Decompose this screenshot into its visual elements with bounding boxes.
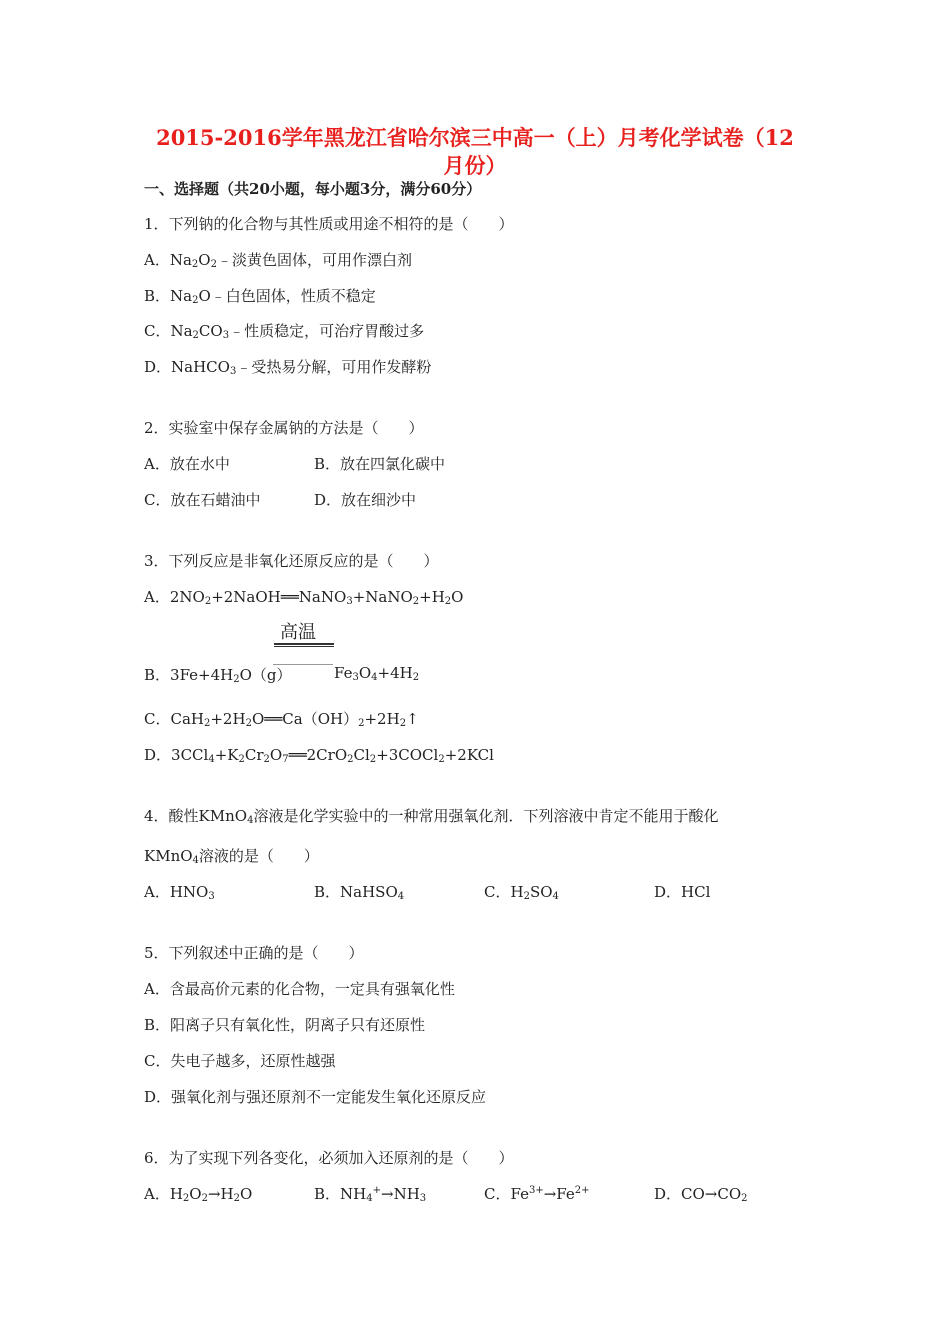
q6-option-a: A．$H_2O_2\to H_2O$ <box>144 1185 253 1204</box>
condition-underline-2 <box>274 646 334 647</box>
condition-label: 高温 <box>280 622 316 643</box>
section-header: 一、选择题（共20小题，每小题3分，满分60分） <box>144 180 482 198</box>
title-line-2: 月份） <box>443 153 507 178</box>
condition-underline <box>274 643 334 645</box>
q3-stem: 3．下列反应是非氧化还原反应的是（ ） <box>144 552 439 570</box>
q4-option-d: D．HCl <box>654 883 711 901</box>
q6-stem: 6．为了实现下列各变化，必须加入还原剂的是（ ） <box>144 1149 514 1167</box>
q1-option-b: B．$Na_2O﹣$白色固体，性质不稳定 <box>144 287 376 306</box>
q4-stem-line-1: 4．酸性KMnO$_4$溶液是化学实验中的一种常用强氧化剂．下列溶液中肯定不能用于酸化 <box>144 807 719 826</box>
q5-option-b: B．阳离子只有氧化性，阴离子只有还原性 <box>144 1016 426 1034</box>
q1-option-d: D．NaHCO$_3$﹣受热易分解，可用作发酵粉 <box>144 358 432 377</box>
q4-stem-line-2: KMnO$_4$溶液的是（ ） <box>144 847 319 866</box>
q3-option-a: A．$2NO_2+2NaOH══NaNO_3+NaNO_2+H_2O$ <box>144 588 464 607</box>
q4-option-c: C．$H_2SO_4$ <box>484 883 559 902</box>
q2-stem: 2．实验室中保存金属钠的方法是（ ） <box>144 419 424 437</box>
q1-option-c: C．$Na_2CO_3﹣$性质稳定，可治疗胃酸过多 <box>144 322 425 341</box>
q2-option-c: C．放在石蜡油中 <box>144 491 261 509</box>
q1-stem: 1．下列钠的化合物与其性质或用途不相符的是（ ） <box>144 215 514 233</box>
q2-option-b: B．放在四氯化碳中 <box>314 455 446 473</box>
q3-option-b-right: $Fe_3O_4+4H_2$ <box>334 664 420 683</box>
q6-option-b: B．$NH_4^+\to NH_3$ <box>314 1185 427 1204</box>
reaction-arrow <box>273 664 333 665</box>
q3-option-d: D．$3CCl_4+K_2Cr_2O_7══2CrO_2Cl_2+3COCl_2+2KCl$ <box>144 746 494 765</box>
q4-option-a: A．$HNO_3$ <box>144 883 215 902</box>
q5-option-a: A．含最高价元素的化合物，一定具有强氧化性 <box>144 980 455 998</box>
q6-option-d: D．$CO\to CO_2$ <box>654 1185 748 1204</box>
q6-option-c: C．$Fe^{3+}\to Fe^{2+}$ <box>484 1185 590 1203</box>
q5-stem: 5．下列叙述中正确的是（ ） <box>144 944 364 962</box>
q3-option-c: C．$CaH_2+2H_2O══Ca(OH)_2+2H_2↑$ <box>144 710 419 729</box>
q4-option-b: B．NaHSO$_4$ <box>314 883 405 902</box>
q1-option-a: A．$Na_2O_2﹣$淡黄色固体，可用作漂白剂 <box>144 251 412 270</box>
exam-title <box>100 124 850 180</box>
q2-option-d: D．放在细沙中 <box>314 491 417 509</box>
q5-option-d: D．强氧化剂与强还原剂不一定能发生氧化还原反应 <box>144 1088 487 1106</box>
q3-option-b-left: B．$3Fe+4H_2O(g)$ <box>144 666 292 685</box>
reaction-condition <box>272 618 336 646</box>
title-line-1: 2015-2016学年黑龙江省哈尔滨三中高一（上）月考化学试卷（12 <box>156 125 794 150</box>
q5-option-c: C．失电子越多，还原性越强 <box>144 1052 336 1070</box>
q2-option-a: A．放在水中 <box>144 455 230 473</box>
